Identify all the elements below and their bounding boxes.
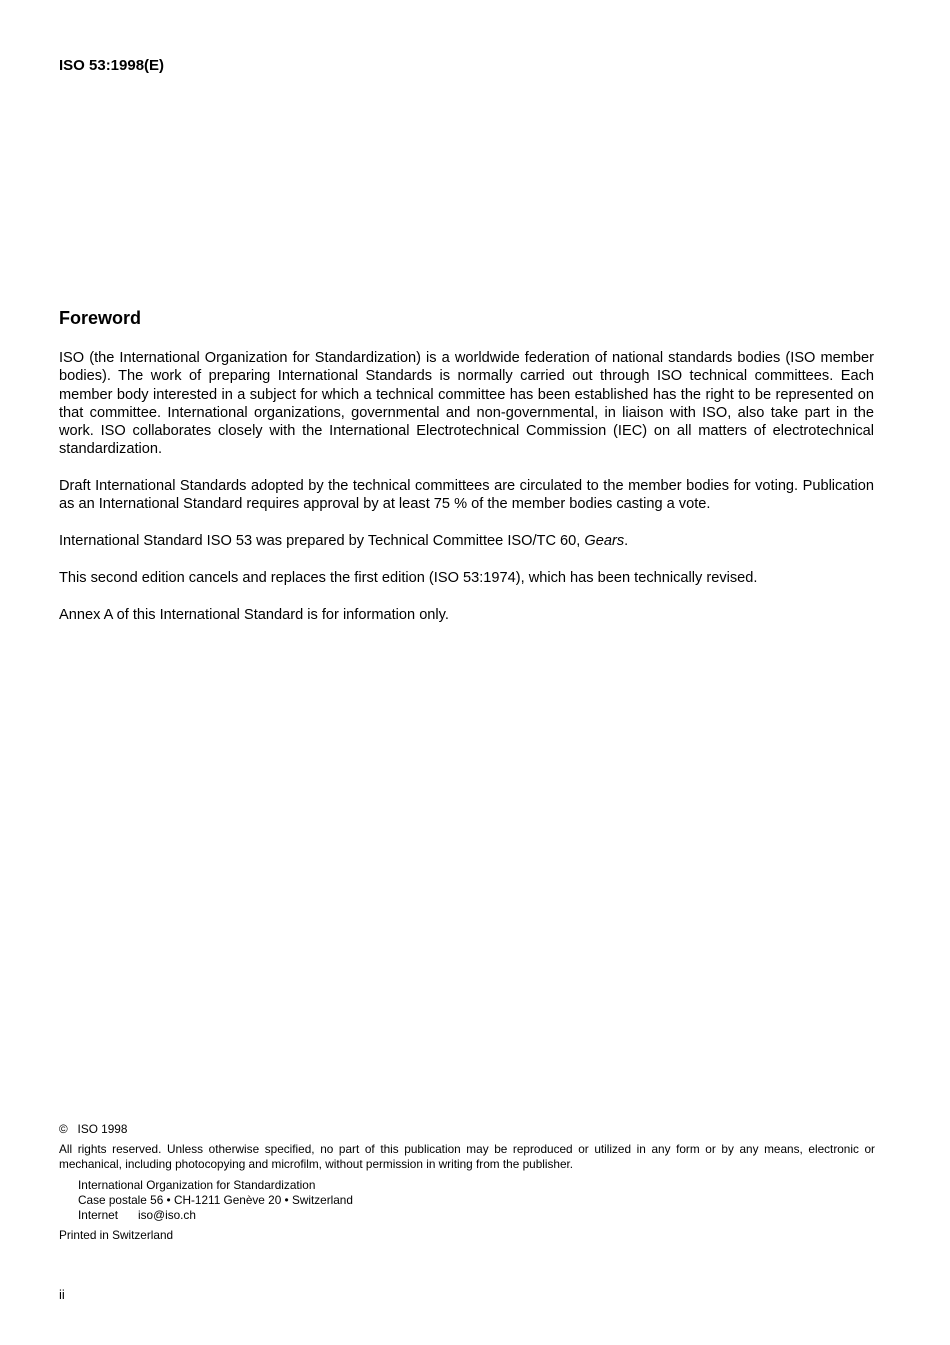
foreword-paragraph-2: Draft International Standards adopted by the technical committees are circulated to the member bodies for voting. Publication as an International Standard requires approval by at least 75 % of the member bodies casting a vote. (59, 478, 874, 513)
foreword-title: Foreword (59, 308, 142, 328)
document-id: ISO 53:1998(E) (59, 57, 165, 74)
committee-name: Gears (584, 533, 625, 550)
publisher-postal-address: Case postale 56 • CH-1211 Genève 20 • Switzerland (78, 1192, 353, 1207)
publisher-internet (78, 1208, 875, 1223)
publisher-address (59, 1178, 875, 1224)
internet-email: iso@iso.ch (138, 1208, 196, 1223)
page-number: ii (59, 1287, 65, 1302)
copyright-line (59, 1122, 875, 1137)
internet-label: Internet (78, 1208, 119, 1223)
foreword-paragraph-3-end: . (624, 533, 629, 550)
copyright-icon: © (59, 1122, 68, 1136)
foreword-paragraph-4: This second edition cancels and replaces the first edition (ISO 53:1974), which has been technically revised. (59, 569, 758, 586)
publisher-org: International Organization for Standardization (78, 1177, 316, 1192)
foreword-paragraph-3 (59, 532, 874, 550)
copyright-notice (59, 1122, 875, 1243)
foreword-paragraph-1: ISO (the International Organization for Standardization) is a worldwide federation of national standards bodies (ISO member bodies). The work of preparing International Standards is normally carried out through ISO technical committees. Each member body interested in a subject for which a technical committee has been established has the right to be represented on that committee. International organizations, governmental and non-governmental, in liaison with ISO, also take part in the work. ISO collaborates closely with the International Electrotechnical Commission (IEC) on all matters of electrotechnical standardization. (59, 350, 874, 458)
rights-statement: All rights reserved. Unless otherwise specified, no part of this publication may be reproduced or utilized in any form or by any means, electronic or mechanical, including photocopying and microfilm, without permission in writing from the publisher. (59, 1142, 875, 1172)
foreword-paragraph-5: Annex A of this International Standard is for information only. (59, 606, 449, 623)
foreword-body (59, 349, 874, 642)
printed-in: Printed in Switzerland (59, 1228, 174, 1243)
copyright-year: ISO 1998 (77, 1122, 128, 1136)
foreword-paragraph-3-text: International Standard ISO 53 was prepared by Technical Committee ISO/TC 60, (59, 533, 585, 550)
